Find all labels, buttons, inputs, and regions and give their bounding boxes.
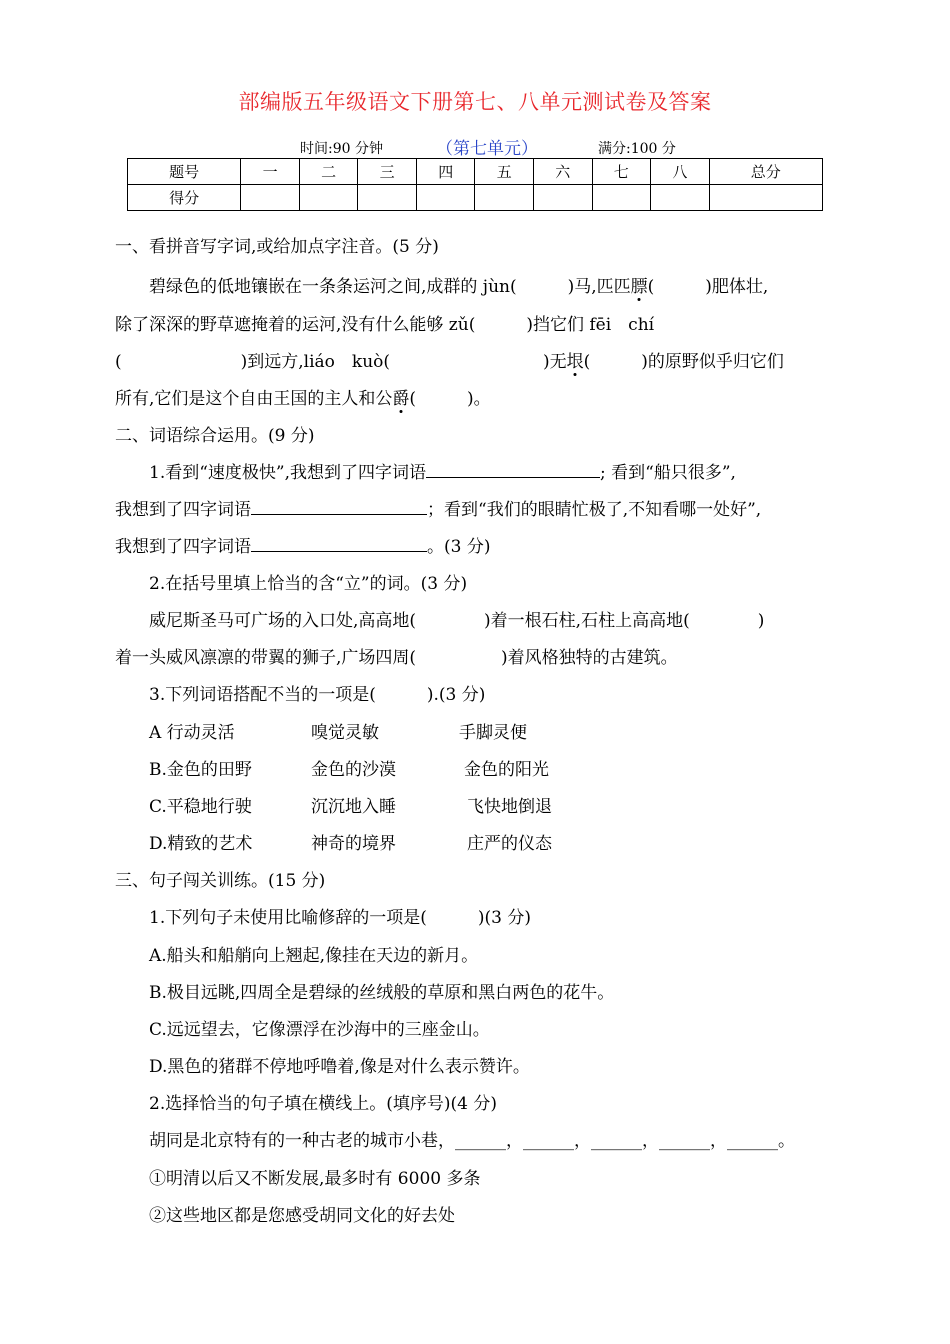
header-cell: 四	[416, 159, 475, 185]
s3-q1: 1.下列句子未使用比喻修辞的一项是( )(3 分)	[149, 908, 531, 928]
option-text: 飞快地倒退	[467, 797, 552, 817]
s2-q1-line-3	[115, 532, 490, 557]
dotted-char: 爵	[392, 384, 409, 409]
option-text: 金色的阳光	[464, 760, 549, 780]
score-cell[interactable]	[358, 185, 417, 211]
answer-blank[interactable]	[251, 498, 427, 515]
option-b[interactable]	[149, 755, 549, 780]
text: 所有,它们是这个自由王国的主人和公	[115, 389, 393, 409]
text: 。(3 分)	[427, 537, 491, 557]
section-2-heading: 二、词语综合运用。(9 分)	[115, 426, 315, 446]
score-cell[interactable]	[709, 185, 822, 211]
s2-q1-line-1	[149, 458, 736, 483]
s1-line-2: 除了深深的野草遮掩着的运河,没有什么能够 zǔ( )挡它们 fēi chí	[115, 315, 655, 335]
score-cell[interactable]	[241, 185, 300, 211]
header-cell: 一	[241, 159, 300, 185]
score-cell[interactable]	[475, 185, 534, 211]
exam-time: 时间:90 分钟	[300, 141, 383, 157]
s3-item-1: ①明清以后又不断发展,最多时有 6000 多条	[149, 1169, 481, 1189]
header-cell: 题号	[128, 159, 241, 185]
s2-q1-line-2	[115, 495, 761, 520]
header-cell: 八	[651, 159, 710, 185]
option-text: C.平稳地行驶	[149, 797, 252, 817]
s3-option-c[interactable]: C.远远望去，它像漂浮在沙海中的三座金山。	[149, 1020, 490, 1040]
s2-q2: 2.在括号里填上恰当的含“立”的词。(3 分)	[149, 574, 468, 594]
text: ；看到“我们的眼睛忙极了,不知看哪一处好”,	[427, 500, 762, 520]
score-table-score-row	[128, 185, 823, 211]
option-text: 神奇的境界	[311, 834, 396, 854]
section-1-heading: 一、看拼音写字词,或给加点字注音。(5 分)	[115, 237, 439, 257]
s2-q2-line-2: 着一头威风凛凛的带翼的狮子,广场四周( )着风格独特的古建筑。	[115, 648, 678, 668]
text: 我想到了四字词语	[115, 537, 251, 557]
text: ; 看到“船只很多”,	[600, 463, 736, 483]
option-text: 嗅觉灵敏	[311, 723, 379, 743]
s1-line-4	[115, 384, 491, 409]
s3-option-a[interactable]: A.船头和船艄向上翘起,像挂在天边的新月。	[149, 946, 479, 966]
option-text: 手脚灵便	[459, 723, 527, 743]
s3-item-2: ②这些地区都是您感受胡同文化的好去处	[149, 1206, 455, 1226]
s3-q2: 2.选择恰当的句子填在横线上。(填序号)(4 分)	[149, 1094, 497, 1114]
option-text: D.精致的艺术	[149, 834, 253, 854]
dotted-char: 膘	[631, 272, 648, 297]
header-cell: 总分	[709, 159, 822, 185]
score-table-header-row	[128, 159, 823, 185]
option-text: 庄严的仪态	[467, 834, 552, 854]
s1-line-3	[115, 347, 784, 372]
option-a[interactable]	[149, 718, 527, 743]
score-cell[interactable]	[299, 185, 358, 211]
page-title: 部编版五年级语文下册第七、八单元测试卷及答案	[238, 90, 712, 114]
s3-q2-fill-line[interactable]: 胡同是北京特有的一种古老的城市小巷，______，______，______，______，______。	[149, 1131, 795, 1151]
text: ( )的原野似乎归它们	[583, 352, 784, 372]
score-cell[interactable]	[416, 185, 475, 211]
s2-q2-line-1: 威尼斯圣马可广场的入口处,高高地( )着一根石柱,石柱上高高地( )	[149, 611, 765, 631]
header-cell: 二	[299, 159, 358, 185]
header-cell: 七	[592, 159, 651, 185]
text: ( )肥体壮,	[647, 277, 769, 297]
text: 1.看到“速度极快”,我想到了四字词语	[149, 463, 427, 483]
score-cell[interactable]	[592, 185, 651, 211]
score-cell[interactable]	[534, 185, 593, 211]
option-text: 金色的沙漠	[311, 760, 396, 780]
score-cell[interactable]	[651, 185, 710, 211]
option-d[interactable]	[149, 829, 552, 854]
s1-line-1	[149, 272, 768, 297]
dotted-char: 垠	[567, 347, 584, 372]
s3-option-d[interactable]: D.黑色的猪群不停地呼噜着,像是对什么表示赞许。	[149, 1057, 530, 1077]
text: 我想到了四字词语	[115, 500, 251, 520]
text: ( )到远方,liáo kuò( )无	[115, 352, 567, 372]
score-table	[127, 158, 823, 211]
row-label: 得分	[128, 185, 241, 211]
header-cell: 六	[534, 159, 593, 185]
text: 碧绿色的低地镶嵌在一条条运河之间,成群的 jùn( )马,匹匹	[149, 277, 631, 297]
full-score: 满分:100 分	[598, 141, 676, 157]
section-3-heading: 三、句子闯关训练。(15 分)	[115, 871, 326, 891]
option-text: B.金色的田野	[149, 760, 252, 780]
header-cell: 三	[358, 159, 417, 185]
s2-q3: 3.下列词语搭配不当的一项是( ).(3 分)	[149, 685, 486, 705]
option-text: A 行动灵活	[149, 723, 235, 743]
answer-blank[interactable]	[251, 535, 427, 552]
option-c[interactable]	[149, 792, 552, 817]
unit-label: （第七单元）	[436, 139, 538, 159]
header-cell: 五	[475, 159, 534, 185]
text: ( )。	[409, 389, 491, 409]
s3-option-b[interactable]: B.极目远眺,四周全是碧绿的丝绒般的草原和黑白两色的花牛。	[149, 983, 615, 1003]
option-text: 沉沉地入睡	[311, 797, 396, 817]
answer-blank[interactable]	[426, 461, 600, 478]
